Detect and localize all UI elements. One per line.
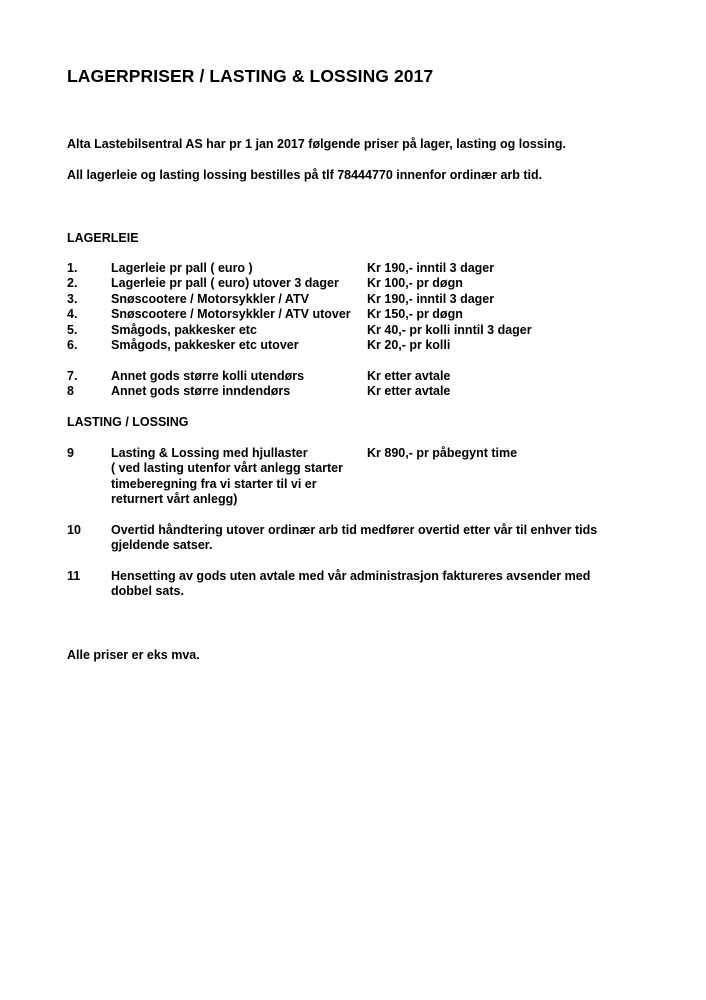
item-price: Kr 40,- pr kolli inntil 3 dager [367,322,532,337]
section-heading-lagerleie: LAGERLEIE [67,231,139,245]
description-line: Hensetting av gods uten avtale med vår administrasjon faktureres avsender med [111,569,591,583]
intro-line: All lagerleie og lasting lossing bestilles på tlf 78444770 innenfor ordinær arb tid. [67,168,543,182]
item-price: Kr 190,- inntil 3 dager [367,261,495,275]
description-line: Overtid håndtering utover ordinær arb tid medfører overtid etter vår til enhver tids [111,523,598,537]
section-heading-lasting: LASTING / LOSSING [67,415,189,429]
item-number: 11 [67,569,81,583]
item-price: Kr 100,- pr døgn [367,276,463,291]
item-label: Lagerleie pr pall ( euro ) [111,261,253,275]
item-price: Kr 20,- pr kolli [367,338,451,352]
item-price: Kr 190,- inntil 3 dager [367,291,495,306]
description-line: Lasting & Lossing med hjullaster [111,446,308,460]
item-number: 9 [67,446,74,460]
item-label: Snøscootere / Motorsykkler / ATV [111,291,309,306]
item-price: Kr 890,- pr påbegynt time [367,446,518,460]
item-number: 2. [67,276,78,291]
item-label: Annet gods større inndendørs [111,384,291,399]
item-price: Kr 150,- pr døgn [367,307,463,322]
description-line: ( ved lasting utenfor vårt anlegg starter [111,461,343,476]
description-line: timeberegning fra vi starter til vi er [111,476,317,491]
vat-note: Alle priser er eks mva. [67,648,200,662]
description-line: gjeldende satser. [111,538,213,553]
item-number: 3. [67,291,78,306]
item-label: Smågods, pakkesker etc [111,322,257,337]
item-number: 6. [67,338,78,352]
page-title: LAGERPRISER / LASTING & LOSSING 2017 [67,66,434,86]
item-number: 1. [67,261,78,275]
description-line: dobbel sats. [111,584,184,599]
item-number: 8 [67,384,74,399]
item-number: 10 [67,523,81,537]
item-price: Kr etter avtale [367,369,451,383]
description-line: returnert vårt anlegg) [111,492,238,507]
item-price: Kr etter avtale [367,384,451,399]
item-label: Lagerleie pr pall ( euro) utover 3 dager [111,276,339,291]
item-description [111,569,631,600]
intro-line: Alta Lastebilsentral AS har pr 1 jan 2017 følgende priser på lager, lasting og lossing. [67,137,566,151]
item-number: 4. [67,307,78,322]
item-number: 7. [67,369,78,383]
item-label: Snøscootere / Motorsykkler / ATV utover [111,307,351,322]
item-label: Annet gods større kolli utendørs [111,369,305,383]
item-label: Smågods, pakkesker etc utover [111,338,299,352]
item-number: 5. [67,322,78,337]
item-description [111,523,631,554]
